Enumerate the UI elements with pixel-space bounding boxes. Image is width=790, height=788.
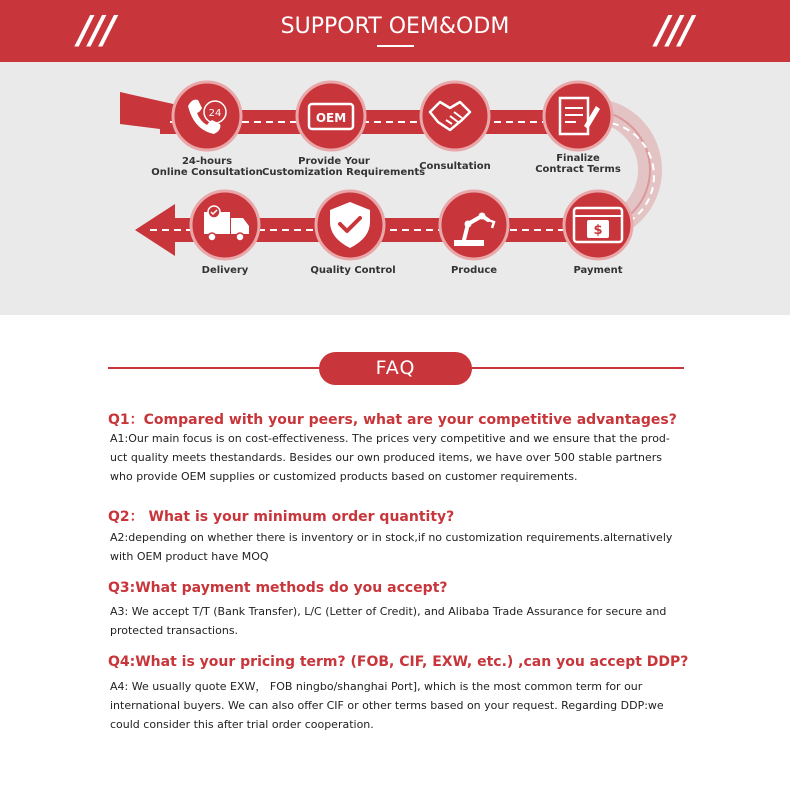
faq-question-4: Q4:What is your pricing term? (FOB, CIF, EXW, etc.) ,can you accept DDP? bbox=[108, 654, 689, 670]
step-consultation bbox=[421, 82, 489, 150]
step-label-contract: Finalize Contract Terms bbox=[535, 153, 621, 175]
faq-question-3: Q3:What payment methods do you accept? bbox=[108, 580, 448, 596]
faq-divider-left bbox=[108, 367, 320, 369]
step-finalize-contract bbox=[544, 82, 612, 150]
step-oem-customization bbox=[297, 82, 365, 150]
faq-question-2: Q2： What is your minimum order quantity? bbox=[108, 509, 455, 525]
faq-answer-2: A2:depending on whether there is inventory or in stock,if no customization requirements.alternatively with OEM product have MOQ bbox=[110, 531, 673, 563]
step-label-customization: Provide Your Customization Requirements bbox=[262, 156, 426, 178]
step-label-24h: 24-hours Online Consultation bbox=[151, 156, 263, 178]
left-decor: /// bbox=[78, 8, 114, 52]
header-banner bbox=[0, 0, 790, 62]
step-24h-consultation bbox=[173, 82, 241, 150]
process-flow-graphic bbox=[0, 62, 790, 315]
page-title: SUPPORT OEM&ODM bbox=[280, 14, 510, 39]
faq-heading: FAQ bbox=[319, 352, 472, 385]
step-label-payment: Payment bbox=[573, 265, 623, 276]
faq-divider-right bbox=[470, 367, 684, 369]
process-flow-panel bbox=[0, 62, 790, 315]
step-produce bbox=[440, 191, 508, 259]
step-label-delivery: Delivery bbox=[201, 265, 249, 276]
faq-answer-1: A1:Our main focus is on cost-effectiveness. The prices very competitive and we ensure that the prod- uct quality meets thestandards. Besides our own produced items, we have over 500 stable partners who provide OEM supplies or customized products based on customer requirements. bbox=[110, 432, 670, 483]
svg-text:OEM: OEM bbox=[315, 111, 347, 125]
step-label-produce: Produce bbox=[450, 265, 498, 276]
step-label-consultation: Consultation bbox=[419, 161, 491, 172]
svg-text:$: $ bbox=[593, 223, 603, 238]
faq-answer-4: A4: We usually quote EXW， FOB ningbo/shanghai Port], which is the most common term for our international buyers. We can also offer CIF or other terms based on your request. Regarding DDP:we could consider this after trial order cooperation. bbox=[110, 680, 664, 731]
title-underline bbox=[377, 45, 414, 47]
step-delivery bbox=[191, 191, 259, 259]
faq-question-1: Q1：Compared with your peers, what are your competitive advantages? bbox=[108, 412, 677, 428]
step-label-quality: Quality Control bbox=[310, 265, 396, 276]
svg-text:24: 24 bbox=[208, 108, 222, 119]
right-decor: /// bbox=[656, 8, 692, 52]
step-quality-control bbox=[316, 191, 384, 259]
faq-answer-3: A3: We accept T/T (Bank Transfer), L/C (Letter of Credit), and Alibaba Trade Assurance for secure and protected transactions. bbox=[110, 605, 667, 637]
step-payment bbox=[564, 191, 632, 259]
